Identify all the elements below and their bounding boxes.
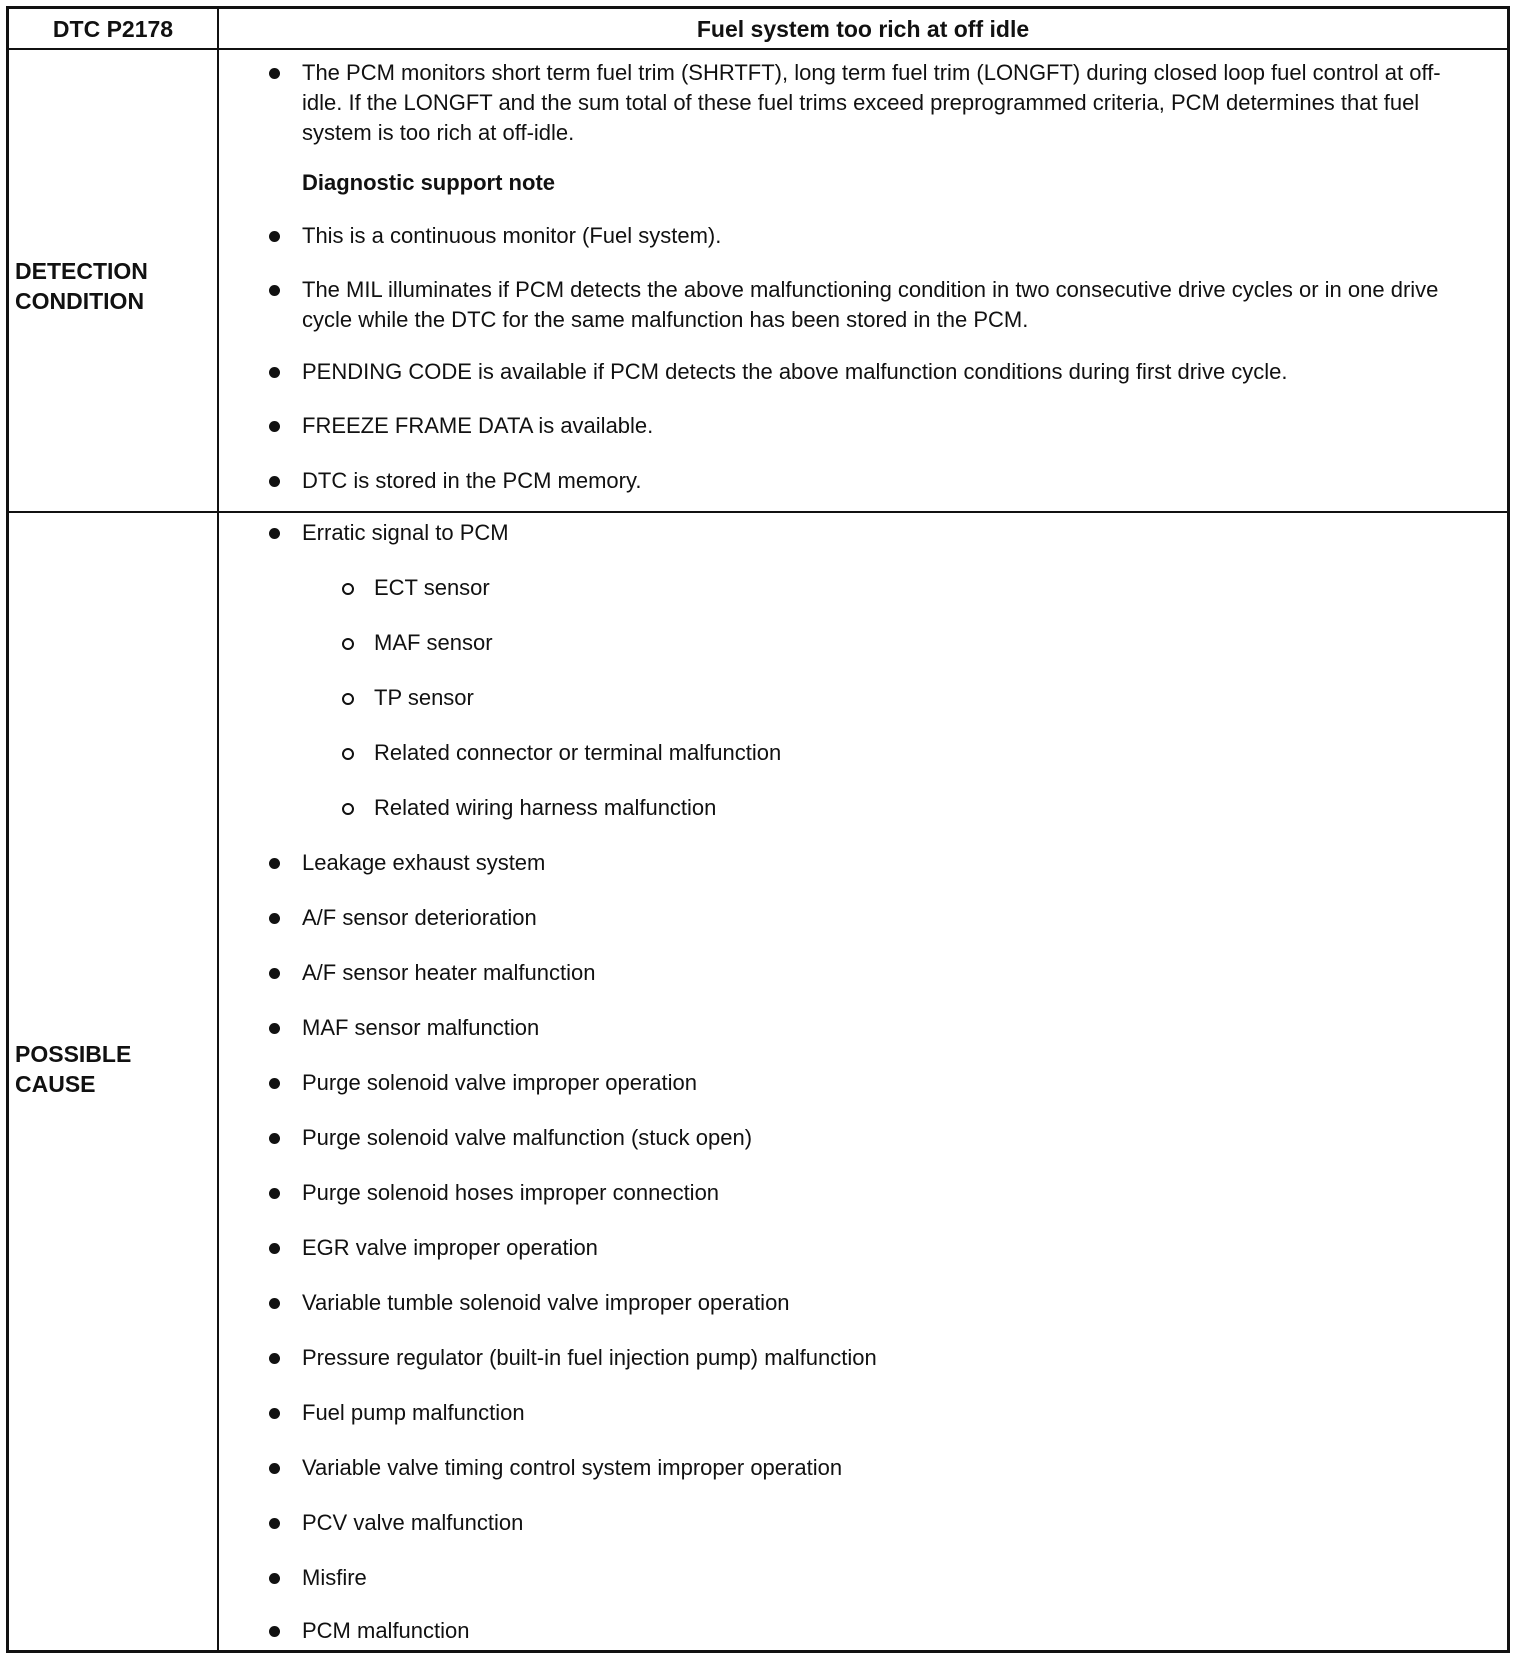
bullet-icon — [269, 858, 280, 869]
possible-cause-row — [9, 513, 1507, 1650]
list-item-text: Erratic signal to PCM — [302, 520, 509, 545]
list-item-text: EGR valve improper operation — [302, 1235, 598, 1260]
bullet-icon — [269, 421, 280, 432]
list-item-text: DTC is stored in the PCM memory. — [302, 468, 642, 493]
list-item-text: Pressure regulator (built-in fuel injection pump) malfunction — [302, 1345, 877, 1370]
list-item-text: Purge solenoid valve malfunction (stuck open) — [302, 1125, 753, 1150]
circle-bullet-icon — [342, 803, 354, 815]
list-item-text: The PCM monitors short term fuel trim (SHRTFT), long term fuel trim (LONGFT) during closed loop fuel control at off-idle. If the LONGFT and the sum total of these fuel trims exceed preprogrammed criteria, PCM determines that fuel system is too rich at off-idle. — [302, 60, 1441, 145]
table-header-row — [9, 9, 1507, 50]
bullet-icon — [269, 367, 280, 378]
list-item-text: Leakage exhaust system — [302, 850, 546, 875]
bullet-icon — [269, 1408, 280, 1419]
list-item-text: A/F sensor heater malfunction — [302, 960, 596, 985]
support-note-heading: Diagnostic support note — [302, 170, 555, 195]
bullet-icon — [269, 1353, 280, 1364]
sub-list-item-text: Related connector or terminal malfunction — [374, 740, 782, 765]
bullet-icon — [269, 1133, 280, 1144]
circle-bullet-icon — [342, 638, 354, 650]
dtc-title: Fuel system too rich at off idle — [696, 16, 1030, 42]
bullet-icon — [269, 1298, 280, 1309]
bullet-icon — [269, 968, 280, 979]
circle-bullet-icon — [342, 748, 354, 760]
bullet-icon — [269, 285, 280, 296]
list-item-text: Fuel pump malfunction — [302, 1400, 525, 1425]
list-item-text: PENDING CODE is available if PCM detects the above malfunction conditions during first drive cycle. — [302, 359, 1288, 384]
bullet-icon — [269, 1573, 280, 1584]
bullet-icon — [269, 1626, 280, 1637]
bullet-icon — [269, 1243, 280, 1254]
bullet-icon — [269, 476, 280, 487]
column-divider — [217, 513, 219, 1650]
bullet-icon — [269, 1518, 280, 1529]
bullet-icon — [269, 1023, 280, 1034]
bullet-icon — [269, 913, 280, 924]
list-item-text: Variable tumble solenoid valve improper operation — [302, 1290, 790, 1315]
list-item-text: Purge solenoid hoses improper connection — [302, 1180, 720, 1205]
possible-cause-label: POSSIBLE CAUSE — [15, 1041, 132, 1097]
column-divider — [217, 50, 219, 511]
circle-bullet-icon — [342, 583, 354, 595]
list-item-text: A/F sensor deterioration — [302, 905, 537, 930]
dtc-code: DTC P2178 — [52, 16, 174, 42]
sub-list-item-text: Related wiring harness malfunction — [374, 795, 717, 820]
sub-list-item-text: TP sensor — [374, 685, 474, 710]
bullet-icon — [269, 231, 280, 242]
list-item-text: PCM malfunction — [302, 1618, 470, 1643]
dtc-table — [6, 6, 1510, 1653]
list-item-text: Purge solenoid valve improper operation — [302, 1070, 698, 1095]
detection-condition-label: DETECTION CONDITION — [15, 258, 148, 314]
circle-bullet-icon — [342, 693, 354, 705]
bullet-icon — [269, 68, 280, 79]
bullet-icon — [269, 1078, 280, 1089]
detection-condition-row — [9, 50, 1507, 513]
list-item-text: Variable valve timing control system improper operation — [302, 1455, 843, 1480]
sub-list-item-text: MAF sensor — [374, 630, 493, 655]
list-item-text: MAF sensor malfunction — [302, 1015, 540, 1040]
bullet-icon — [269, 1463, 280, 1474]
bullet-icon — [269, 1188, 280, 1199]
bullet-icon — [269, 528, 280, 539]
list-item-text: The MIL illuminates if PCM detects the above malfunctioning condition in two consecutive drive cycles or in one drive cycle while the DTC for the same malfunction has been stored in the PCM. — [302, 277, 1439, 332]
list-item-text: Misfire — [302, 1565, 367, 1590]
list-item-text: This is a continuous monitor (Fuel system). — [302, 223, 722, 248]
list-item-text: PCV valve malfunction — [302, 1510, 524, 1535]
sub-list-item-text: ECT sensor — [374, 575, 490, 600]
list-item-text: FREEZE FRAME DATA is available. — [302, 413, 654, 438]
